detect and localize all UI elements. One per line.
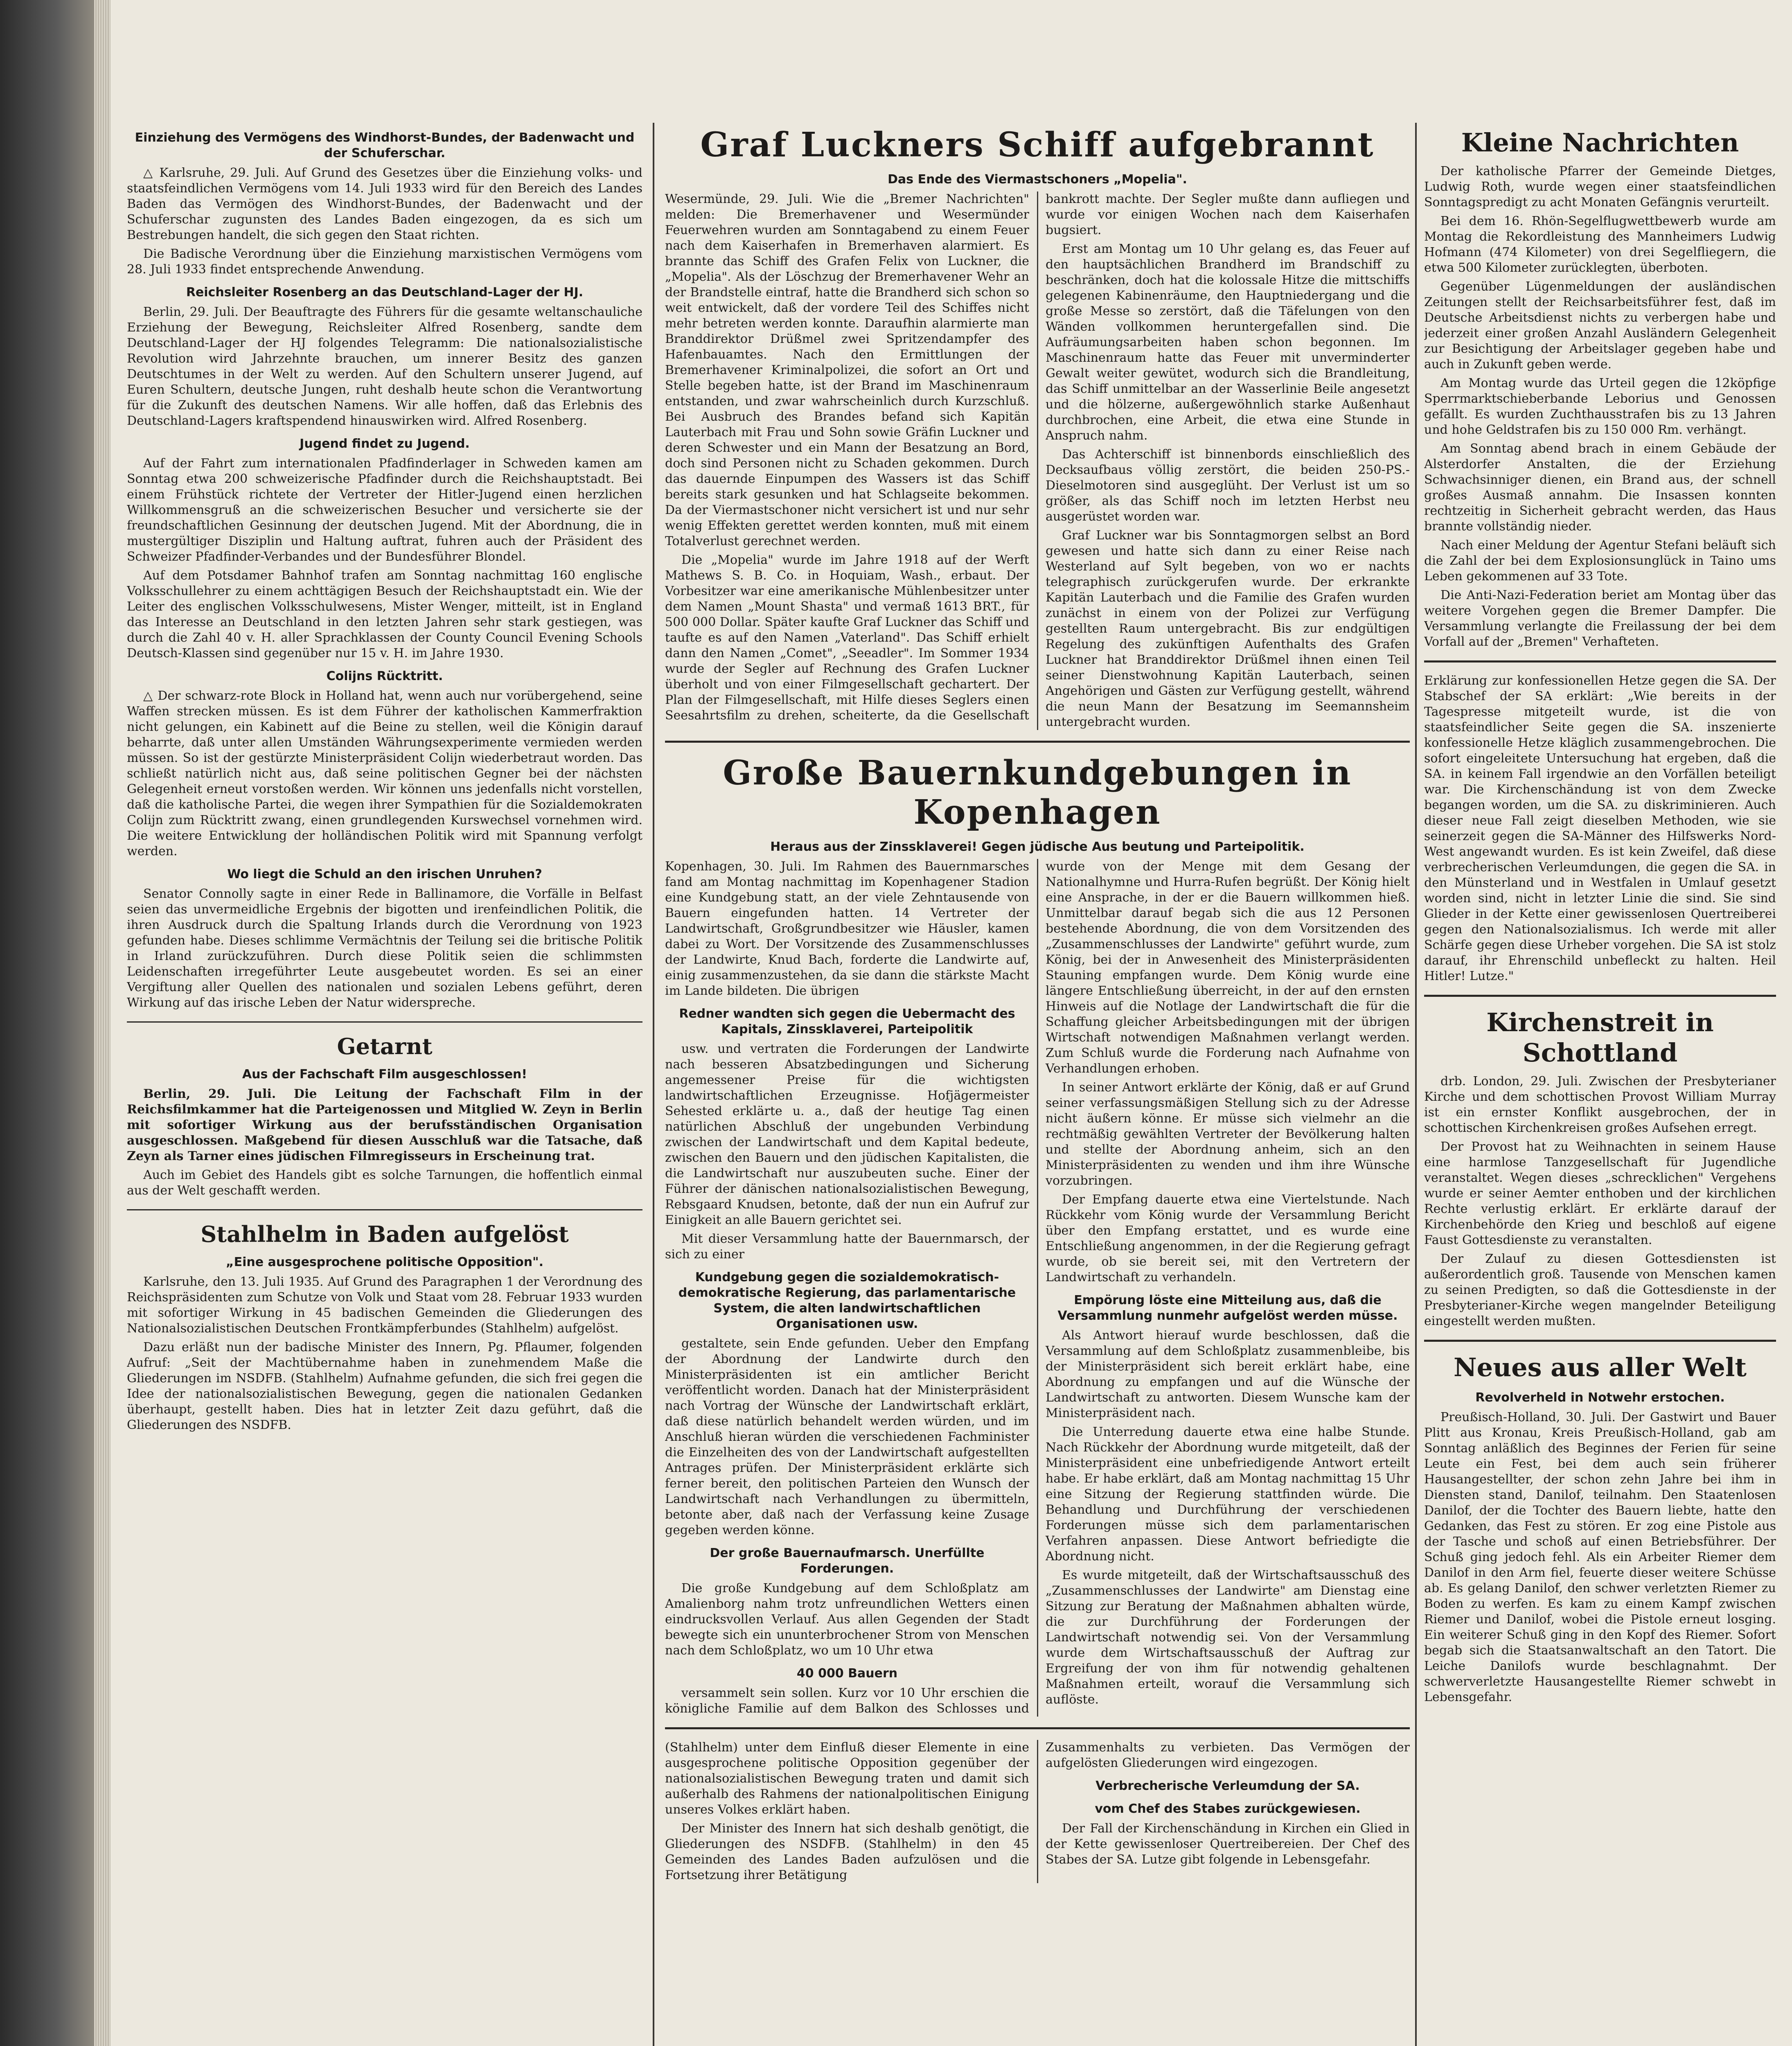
luckner-body xyxy=(665,192,1410,730)
right-column xyxy=(1424,123,1776,2046)
headline-luckner: Graf Luckners Schiff aufgebrannt xyxy=(700,125,1375,164)
column-rule-1 xyxy=(653,123,654,2046)
divider xyxy=(127,1021,642,1023)
article-text: Die Unterredung dauerte etwa eine halbe Stunde. Nach Rückkehr der Abordnung wurde mitgeteilt, daß der Ministerpräsident eine unbefriedigende Antwort erteilt habe. Er habe erklärt, daß am Montag nachmittag 15 Uhr eine Sitzung der Regierung stattfinden würde. Die Behandlung und Durchführung der verschiedenen Forderungen müsse sich dem parlamentarischen Verfahren anpassen. Diese Antwort befriedigte die Abordnung nicht. xyxy=(1046,1425,1410,1564)
article-subhead: Empörung löste eine Mitteilung aus, daß die Versammlung nunmehr aufgelöst werden müsse. xyxy=(1057,1293,1398,1323)
article-text: Auf dem Potsdamer Bahnhof trafen am Sonntag nachmittag 160 englische Volksschullehrer zu einem achttägigen Besuch der Reichshauptstadt ein. Wie der Leiter des englischen Volksschulwesens, Mister Wenger, mitteilt, ist in England das Interesse an Deutschland in den letzten Jahren sehr stark gestiegen, was durch die Zahl 40 v. H. aller Sprachklassen der County Council Evening Schools Deutsch-Klassen sind gegenüber nur 15 v. H. im Jahre 1930. xyxy=(127,568,642,660)
article-text: Die „Mopelia" wurde im Jahre 1918 auf der Werft Mathews S. B. Co. in Hoquiam, Wash., erbaut. Der Vorbesitzer war eine amerikanische Mühlenbesitzer unter dem Namen „Mount Shasta" und vermaß 1613 BRT., für 500 000 Dollar. Später kaufte Graf Luckner das Schiff und taufte es auf den Namen „Vaterland". Das Schiff erhielt dann den Namen „Comet", „Seeadler". Im Sommer 1934 wurde der Segler auf Rechnung des Grafen Luckner überholt und von einer Filmgesellschaft gechartert. Der Plan der Filmgesellschaft, mit Hilfe dieses Seglers einen Seesahrtsfilm zu drehen, scheiterte, da die Gesellschaft bankrott machte. Der Segler mußte dann aufliegen und wurde vor einigen Wochen nach dem Kaiserhafen bugsiert. xyxy=(665,192,1410,723)
article-text: Als Antwort hierauf wurde beschlossen, daß die Versammlung auf dem Schloßplatz zusammenbleibe, bis der Ministerpräsident sich bereit erklärt habe, eine Abordnung zu empfangen und auf die Wünsche der Landwirtschaft zu antworten. Diesem Wunsche kam der Ministerpräsident nach. xyxy=(1046,1328,1410,1420)
article-text: Das Achterschiff ist binnenbords einschließlich des Decksaufbaus völlig zerstört, die beiden 250-PS.-Dieselmotoren sind ausgeglüht. Der Verlust ist um so größer, als das Schiff noch im letzten Herbst neu ausgerüstet worden war. xyxy=(1046,447,1410,524)
headline-kleine-nachrichten: Kleine Nachrichten xyxy=(1461,128,1739,158)
article-head-colijn: Colijns Rücktritt. xyxy=(326,669,443,683)
article-text: Wesermünde, 29. Juli. Wie die „Bremer Nachrichten" melden: Die Bremerhavener und Wesermünder Feuerwehren wurden am Sonntagabend zu einem Feuer nach dem Kaiserhafen in Bremerhaven alarmiert. Es brannte das Schiff des Grafen Felix von Luckner, die „Mopelia". Als der Löschzug der Bremerhavener Wehr an der Brandstelle eintraf, hatte die Brandherd sich schon so weit entwickelt, daß der vordere Teil des Schiffes nicht mehr betreten werden konnte. Daraufhin alarmierte man Branddirektor Drüßmel zwei Spritzendampfer des Hafenbauamtes. Nach den Ermittlungen der Bremerhavener Kriminalpolizei, die sofort an Ort und Stelle begeben hatte, ist der Brand im Maschinenraum entstanden, und zwar wahrscheinlich durch Kurzschluß. Bei Ausbruch des Brandes befand sich Kapitän Lauterbach mit Frau und Sohn sowie Gräfin Luckner und deren Schwester und ein Mann der Besatzung an Bord, doch sind Personen nicht zu Schaden gekommen. Durch das dauernde Einpumpen des Wassers ist das Schiff bereits stark gesunken und hat Schlagseite bekommen. Da der Viermastschoner nicht versichert ist und nur sehr wenig Effekten gerettet werden konnten, muß mit einem Totalverlust gerechnet werden. xyxy=(665,192,1029,548)
article-text: (Stahlhelm) unter dem Einfluß dieser Elemente in eine ausgesprochene politische Opposition gegenüber der nationalsozialistischen Bewegung traten und damit sich außerhalb des Rahmens der nationalpolitischen Einigung unseres Volkes erklärt haben. xyxy=(665,1740,1029,1817)
divider xyxy=(1424,995,1776,997)
article-text: Der Empfang dauerte etwa eine Viertelstunde. Nach Rückkehr vom König wurde der Versammlung Bericht über den Empfang erstattet, und es wurde eine Entschließung angenommen, in der die Regierung gefragt wurde, ob sie bereit sei, mit den Vertretern der Landwirtschaft zu verhandeln. xyxy=(1046,1192,1410,1284)
subheadline-luckner: Das Ende des Viermastschoners „Mopelia". xyxy=(888,172,1187,187)
article-text: Senator Connolly sagte in einer Rede in Ballinamore, die Vorfälle in Belfast seien das unvermeidliche Ergebnis der bigotten und irenfeindlichen Politik, die ihren Ausdruck durch die Spaltung Irlands durch die Verordnung von 1923 gefunden habe. Dieses schlimme Vermächtnis der Teilung sei die britische Politik in Irland zurückzuführen. Durch diese Politik seien die schlimmsten Leidenschaften irregeführter Leute ausgebeutet worden. Es sei an einer Vergiftung aller Quellen des nationalen und sozialen Lebens geführt, deren Wirkung auf das irische Leben der Natur widerspreche. xyxy=(127,887,642,1010)
divider xyxy=(1424,1340,1776,1342)
article-head-verleumdung: Verbrecherische Verleumdung der SA. xyxy=(1095,1779,1360,1793)
article-head-rosenberg: Reichsleiter Rosenberg an das Deutschland-Lager der HJ. xyxy=(186,285,584,300)
article-text: Kopenhagen, 30. Juli. Im Rahmen des Bauernmarsches fand am Montag nachmittag im Kopenhagener Stadion eine Kundgebung statt, an der viele Zehntausende von Bauern eingefunden hatten. 14 Vertreter der Landwirtschaft, Großgrundbesitzer wie Häusler, kamen dabei zu Wort. Der Vorsitzende des Zusammenschlusses der Landwirte, Knud Bach, forderte die Landwirte auf, einig zusammenzustehen, da sie dann die stärkste Macht im Lande bildeten. Die übrigen xyxy=(665,859,1029,998)
article-text: Der katholische Pfarrer der Gemeinde Dietges, Ludwig Roth, wurde wegen einer staatsfeindlichen Sonntagspredigt zu acht Monaten Gefängnis verurteilt. xyxy=(1424,164,1776,210)
article-text: versammelt sein sollen. Kurz vor 10 Uhr erschien die königliche Familie auf dem Balkon des Schlosses und wurde von der Menge mit dem Gesang der Nationalhymne und Hurra-Rufen begrüßt. Der König hielt eine Ansprache, in der er die Bauern willkommen hieß. Unmittelbar darauf begab sich die aus 12 Personen bestehende Abordnung, die von dem Vorsitzenden des „Zusammenschlusses der Landwirte" geführt wurde, zum König, bei der in Anwesenheit des Ministerpräsidenten Stauning empfangen wurde. Dem König wurde eine längere Entschließung überreicht, in der auf den ernsten Hinweis auf die Notlage der Landwirtschaft die für die Schaffung gleicher Arbeitsbedingungen mit der übrigen Wirtschaft notwendigen Maßnahmen verlangt werden. Zum Schluß wurde die Forderung nach Aufnahme von Verhandlungen erhoben. xyxy=(665,859,1410,1716)
article-text: Dazu erläßt nun der badische Minister des Innern, Pg. Pflaumer, folgenden Aufruf: „Seit der Machtübernahme haben in zunehmendem Maße die Gliederungen im NSDFB. (Stahlhelm) Aufnahme gefunden, die sich frei gegen die Idee der nationalsozialistischen Bewegung, gegen die nationalen Gedanken überhaupt, gestellt haben. Dies hat in letzter Zeit dazu geführt, daß die Gliederungen des NSDFB. xyxy=(127,1340,642,1432)
article-text: △ Karlsruhe, 29. Juli. Auf Grund des Gesetzes über die Einziehung volks- und staatsfeindlichen Vermögens vom 14. Juli 1933 wird für den Bereich des Landes Baden das Vermögen des Windhorst-Bundes, der Badenwacht und der Schuferschar zugunsten des Landes Baden eingezogen, da es sich um Bestrebungen handelt, die sich gegen den Staat richten. xyxy=(127,166,642,242)
divider xyxy=(665,741,1410,743)
article-text: Preußisch-Holland, 30. Juli. Der Gastwirt und Bauer Plitt aus Kronau, Kreis Preußisch-Holland, gab am Sonntag anläßlich des Beginnes der Ferien für seine Leute ein Fest, bei dem auch sein früherer Hausangestellter, der schon zehn Jahre bei ihm in Diensten stand, Danilof, teilnahm. Den Staatenlosen Danilof, der die Tochter des Bauern liebte, hatte den Gedanken, das Fest zu stören. Er zog eine Pistole aus der Tasche und schoß auf einen Betriebsführer. Der Schuß ging jedoch fehl. Als ein Arbeiter Riemer dem Danilof in den Arm fiel, feuerte dieser weitere Schüsse ab. Es gelang Danilof, den schwer verletzten Riemer zu Boden zu werfen. Es kam zu einem Kampf zwischen Riemer und Danilof, wobei die Pistole erneut losging. Ein weiterer Schuß ging in den Kopf des Riemer. Sofort begab sich die Staatsanwaltschaft an den Tatort. Die Leiche Danilofs wurde beschlagnahmt. Der schwerverletzte Hausangestellte Riemer schwebt in Lebensgefahr. xyxy=(1424,1410,1776,1704)
article-text: Die Anti-Nazi-Federation beriet am Montag über das weitere Vorgehen gegen die Bremer Dampfer. Die Versammlung verlangte die Freilassung der bei dem Vorfall auf der „Bremen" Verhafteten. xyxy=(1424,588,1776,649)
article-text: Zusammenhalts zu verbieten. Das Vermögen der aufgelösten Gliederungen wird eingezogen. xyxy=(1046,1740,1410,1770)
article-text: Die große Kundgebung auf dem Schloßplatz am Amalienborg nahm trotz unfreundlichen Wetters einen eindrucksvollen Verlauf. Aus allen Gegenden der Stadt bewegte sich ein ununterbrochener Strom von Menschen nach dem Schloßplatz, wo um 10 Uhr etwa xyxy=(665,1581,1029,1658)
article-text: Auch im Gebiet des Handels gibt es solche Tarnungen, die hoffentlich einmal aus der Welt geschafft werden. xyxy=(127,1168,642,1198)
article-subhead: „Eine ausgesprochene politische Opposition". xyxy=(225,1255,544,1269)
left-column xyxy=(127,123,642,2046)
page-edge xyxy=(94,0,110,2046)
article-text: drb. London, 29. Juli. Zwischen der Presbyterianer Kirche und dem schottischen Provost William Murray ist ein ernster Konflikt ausgebrochen, der in schottischen Kirchenkreisen großes Aufsehen erregt. xyxy=(1424,1074,1776,1135)
divider xyxy=(1424,660,1776,662)
headline-kopenhagen: Große Bauernkundgebungen in Kopenhagen xyxy=(723,753,1352,832)
article-text: △ Der schwarz-rote Block in Holland hat, wenn auch nur vorübergehend, seine Waffen strecken müssen. Es ist dem Führer der katholischen Kammerfraktion nicht gelungen, ein Kabinett auf die Beine zu stellen, weil die Königin darauf beharrte, daß unter allen Umständen Währungsexperimente vermieden werden müssen. So ist der gestürzte Ministerpräsident Colijn wiederbetraut worden. Das schließt natürlich nicht aus, daß seine politischen Gegner bei der nächsten Gelegenheit erneut vorstoßen werden. Wir können uns jedenfalls nicht vorstellen, daß die katholische Partei, die wegen ihrer Sympathien für die Sozialdemokraten Colijn zum Rücktritt zwang, einen grundlegenden Kurswechsel vornehmen wird. Die weitere Entwicklung der holländischen Politik wird mit Spannung verfolgt werden. xyxy=(127,689,642,859)
article-text: Berlin, 29. Juli. Der Beauftragte des Führers für die gesamte weltanschauliche Erziehung der Bewegung, Reichsleiter Alfred Rosenberg, sandte dem Deutschland-Lager der HJ folgendes Telegramm: Die nationalsozialistische Revolution wird Jahrzehnte brauchen, um innerer Besitz des ganzen Deutschtumes in der Welt zu werden. Auf den Schultern unserer Jugend, auf Euren Schultern, deutsche Jungen, ruht deshalb heute schon die Verantwortung für die Zukunft des deutschen Namens. Wir alle hoffen, daß das Erlebnis des Deutschland-Lagers kraftspendend hinauswirken wird. Alfred Rosenberg. xyxy=(127,305,642,428)
article-text: Es wurde mitgeteilt, daß der Wirtschaftsausschuß des „Zusammenschlusses der Landwirte" am Dienstag eine Sitzung zur Beratung der Maßnahmen abhalten würde, die zur Durchführung der Forderungen der Landwirtschaft notwendig sei. Von der Versammlung wurde dem Wirtschaftsausschuß der Auftrag zur Ergreifung der von ihm für notwendig gehaltenen Maßnahmen erteilt, worauf die Versammlung sich auflöste. xyxy=(1046,1568,1410,1707)
article-head-stahlhelm: Stahlhelm in Baden aufgelöst xyxy=(201,1221,569,1247)
article-text: Mit dieser Versammlung hatte der Bauernmarsch, der sich zu einer xyxy=(665,1232,1029,1262)
article-subhead: 40 000 Bauern xyxy=(796,1666,898,1681)
article-text: Die Badische Verordnung über die Einziehung marxistischen Vermögens vom 28. Juli 1933 findet entsprechende Anwendung. xyxy=(127,247,642,277)
article-text: Am Sonntag abend brach in einem Gebäude der Alsterdorfer Anstalten, die der Erziehung Schwachsinniger dienen, ein Brand aus, der schnell großes Ausmaß annahm. Die Insassen konnten rechtzeitig in Sicherheit gebracht werden, das Haus brannte vollständig nieder. xyxy=(1424,442,1776,534)
article-text: In seiner Antwort erklärte der König, daß er auf Grund seiner verfassungsmäßigen Stellung sich zu der Adresse nicht äußern könne. Er müsse sich vielmehr an die rechtmäßig gewählten Vertreter der Bevölkerung halten und stellte der Abordnung anheim, sich an den Ministerpräsidenten zu wenden und ihm ihre Wünsche vorzubringen. xyxy=(1046,1080,1410,1188)
article-text: Der Provost hat zu Weihnachten in seinem Hause eine harmlose Tanzgesellschaft für Jugendliche veranstaltet. Wegen dieses „schrecklichen" Vergehens wurde er seiner Aemter enthoben und der kirchlichen Rechte verlustig erklärt. Er erklärte darauf der Kirchenbehörde den Krieg und beschloß auf eigene Faust Gottesdienste zu veranstalten. xyxy=(1424,1140,1776,1247)
lower-center-body xyxy=(665,1740,1410,1883)
headline-neues-aus-aller-welt: Neues aus aller Welt xyxy=(1453,1352,1747,1382)
article-head-getarnt: Getarnt xyxy=(337,1033,433,1059)
book-binding xyxy=(0,0,94,2046)
article-text: Gegenüber Lügenmeldungen der ausländischen Zeitungen stellt der Reichsarbeitsführer fest, daß im Deutsche Arbeitsdienst nichts zu verbergen habe und jederzeit einer großen Anzahl Ausländern Gelegenheit zur Besichtigung der Arbeitslager gegeben habe und auch in Zukunft geben werde. xyxy=(1424,279,1776,372)
article-text: Auf der Fahrt zum internationalen Pfadfinderlager in Schweden kamen am Sonntag etwa 200 schweizerische Pfadfinder durch die Reichshauptstadt. Bei einem Frühstück richtete der Vertreter der Hitler-Jugend einen herzlichen Willkommensgruß an die schweizerischen Besucher und versicherte sie der freundschaftlichen Gesinnung der deutschen Jugend. Mit der Abordnung, die in mustergültiger Disziplin und Haltung auftrat, fuhren auch der Präsident des Schweizer Pfadfinder-Verbandes und der Bundesführer Blondel. xyxy=(127,456,642,564)
article-text: Bei dem 16. Rhön-Segelflugwettbewerb wurde am Montag die Rekordleistung des Mannheimers Ludwig Hofmann (474 Kilometer) von drei Segelfliegern, die etwa 500 Kilometer zurücklegten, überboten. xyxy=(1424,214,1776,275)
article-text: Der Minister des Innern hat sich deshalb genötigt, die Gliederungen des NSDFB. (Stahlhelm) in den 45 Gemeinden des Landes Baden aufzulösen und die Fortsetzung ihrer Betätigung xyxy=(665,1821,1029,1882)
article-head-windhorst: Einziehung des Vermögens des Windhorst-Bundes, der Badenwacht und der Schuferschar. xyxy=(135,131,635,160)
article-text: Der Fall der Kirchenschändung in Kirchen ein Glied in der Kette gewissenloser Quertreibereien. Der Chef des Stabes der SA. Lutze gibt folgende in Lebensgefahr. xyxy=(1046,1821,1410,1867)
article-text: Erst am Montag um 10 Uhr gelang es, das Feuer auf den hauptsächlichen Brandherd im Brandschiff zu beschränken, doch hat die kolossale Hitze die mittschiffs gelegenen Kabinenräume, den Hauptniedergang und die große Messe so zerstört, daß die Täfelungen von den Wänden vollkommen heruntergefallen sind. Die Aufräumungsarbeiten haben schon begonnen. Im Maschinenraum hatte das Feuer mit unverminderter Gewalt weiter gewütet, wodurch sich die Brandleitung, das Schiff unmittelbar an der Wasserlinie Beile angesetzt und die hölzerne, außergewöhnlich starke Außenhaut durchbrochen, eine Arbeit, die etwa eine Stunde in Anspruch nahm. xyxy=(1046,242,1410,443)
article-subhead: Aus der Fachschaft Film ausgeschlossen! xyxy=(242,1067,527,1082)
article-subhead: Der große Bauernaufmarsch. Unerfüllte Forderungen. xyxy=(710,1546,985,1576)
article-text: Der Zulauf zu diesen Gottesdiensten ist außerordentlich groß. Tausende von Menschen kamen zu seinen Predigten, so daß die Gottesdienste in der Presbyterianer-Kirche wegen mangelnder Beteiligung eingestellt werden mußten. xyxy=(1424,1252,1776,1328)
article-head-jugend: Jugend findet zu Jugend. xyxy=(300,437,470,451)
article-head-irland: Wo liegt die Schuld an den irischen Unruhen? xyxy=(227,867,542,881)
newspaper-page xyxy=(94,0,1792,2046)
column-rule-2 xyxy=(1415,123,1417,2046)
headline-kirchenstreit: Kirchenstreit in Schottland xyxy=(1486,1007,1714,1068)
article-text: usw. und vertraten die Forderungen der Landwirte nach besseren Absatzbedingungen und Sicherung angemessener Preise für die wichtigsten landwirtschaftlichen Erzeugnisse. Hofjägermeister Sehested erklärte u. a., daß der heutige Tag einen natürlichen Abschluß der ungebunden Verbindung zwischen der Landwirtschaft und dem Kapital bedeute, zwischen den Bauern und den jüdischen Kapitalisten, die die Landwirtschaft nur auszubeuten suche. Einer der Führer der dänischen nationalsozialistischen Bewegung, Rebsgaard Knudsen, betonte, daß der nun ein Aufruf zur Einigkeit an alle Bauern gerichtet sei. xyxy=(665,1042,1029,1227)
article-text: Graf Luckner war bis Sonntagmorgen selbst an Bord gewesen und hatte sich dann zu einer Reise nach Westerland auf Sylt begeben, von wo er nachts telegraphisch zurückgerufen wurde. Der erkrankte Kapitän Lauterbach und die Familie des Grafen wurden zunächst in einem von der Polizei zur Verfügung gestellten Raum untergebracht. Bis zur endgültigen Regelung des zukünftigen Aufenthalts des Grafen Luckner hat Branddirektor Drüßmel ihnen einen Teil seiner Dienstwohnung Kapitän Lauterbach, seinen Angehörigen und Gästen zur Verfügung gestellt, während die neun Mann der Besatzung im Seemannsheim untergebracht wurden. xyxy=(1046,528,1410,729)
article-text: Karlsruhe, den 13. Juli 1935. Auf Grund des Paragraphen 1 der Verordnung des Reichspräsidenten zum Schutze von Volk und Staat vom 28. Februar 1933 wurden mit sofortiger Wirkung in 45 badischen Gemeinden die Gliederungen des Nationalsozialistischen Deutschen Frontkämpferbundes (Stahlhelm) aufgelöst. xyxy=(127,1275,642,1336)
divider xyxy=(127,1209,642,1210)
subheadline-kopenhagen: Heraus aus der Zinssklaverei! Gegen jüdische Aus beutung und Parteipolitik. xyxy=(770,840,1305,854)
article-subhead: Redner wandten sich gegen die Uebermacht des Kapitals, Zinssklaverei, Parteipolitik xyxy=(679,1007,1015,1037)
kopenhagen-body xyxy=(665,859,1410,1717)
article-text: Am Montag wurde das Urteil gegen die 12köpfige Sperrmarktschieberbande Leborius und Genossen gefällt. Es wurden Zuchthausstrafen bis zu 13 Jahren und hohe Geldstrafen bis zu 150 000 Rm. verhängt. xyxy=(1424,376,1776,437)
center-column xyxy=(665,123,1410,2046)
article-text: gestaltete, sein Ende gefunden. Ueber den Empfang der Abordnung der Landwirte durch den Ministerpräsidenten ist ein amtlicher Bericht veröffentlicht worden. Danach hat der Ministerpräsident nach Vortrag der Wünsche der Landwirtschaft erklärt, daß diese natürlich behandelt werden würden, und im Anschluß hieran würden die verschiedenen Fachminister die Einzelheiten des von der Landwirtschaft aufgestellten Antrages prüfen. Der Ministerpräsident erklärte sich ferner bereit, den politischen Parteien den Wunsch der Landwirtschaft nach Verhandlungen zu übermitteln, betonte aber, daß nach der Verfassung keine Zusage gegeben werden könne. xyxy=(665,1336,1029,1537)
divider xyxy=(665,1727,1410,1729)
article-subhead: Kundgebung gegen die sozialdemokratisch-demokratische Regierung, das parlamentarische System, die alten landwirtschaftlichen Organisationen usw. xyxy=(678,1270,1016,1331)
article-text: Nach einer Meldung der Agentur Stefani beläuft sich die Zahl der bei dem Explosionsunglück in Taino ums Leben gekommenen auf 33 Tote. xyxy=(1424,538,1776,584)
article-subhead: vom Chef des Stabes zurückgewiesen. xyxy=(1095,1802,1361,1816)
article-subhead: Revolverheld in Notwehr erstochen. xyxy=(1475,1390,1725,1405)
article-text: Berlin, 29. Juli. Die Leitung der Fachschaft Film in der Reichsfilmkammer hat die Parteigenossen und Mitglied W. Zeyn in Berlin mit sofortiger Wirkung aus der berufsständischen Organisation ausgeschlossen. Maßgebend für diesen Ausschluß war die Tatsache, daß Zeyn als Tarner eines jüdischen Filmregisseurs in Erscheinung trat. xyxy=(127,1087,642,1163)
article-text: Erklärung zur konfessionellen Hetze gegen die SA. Der Stabschef der SA erklärt: „Wie bereits in der Tagespresse mitgeteilt wurde, ist die von staatsfeindlicher Seite gegen die SA. inszenierte konfessionelle Hetze kläglich zusammengebrochen. Die sofort eingeleitete Untersuchung hat ergeben, daß die SA. in keinem Fall irgendwie an den Vorfällen beteiligt war. Die Kirchenschändung ist von dem Zwecke begangen worden, um die SA. zu diskriminieren. Auch dieser neue Fall zeigt dieselben Methoden, wie sie seinerzeit gegen die SA-Männer des Hilfswerks Nord-West angewandt wurden. Es ist kein Zweifel, daß diese verbrecherischen Verleumdungen, die gegen die SA. in den Münsterland und in Westfalen in Umlauf gesetzt worden sind, nicht in letzter Linie die sind. Sie sind Glieder in der Kette einer gewissenlosen Quertreiberei gegen den Nationalsozialismus. Ich werde mit aller Schärfe gegen diese Urheber vorgehen. Die SA ist stolz darauf, ihr Ehrenschild unbefleckt zu halten. Heil Hitler! Lutze." xyxy=(1424,674,1776,983)
